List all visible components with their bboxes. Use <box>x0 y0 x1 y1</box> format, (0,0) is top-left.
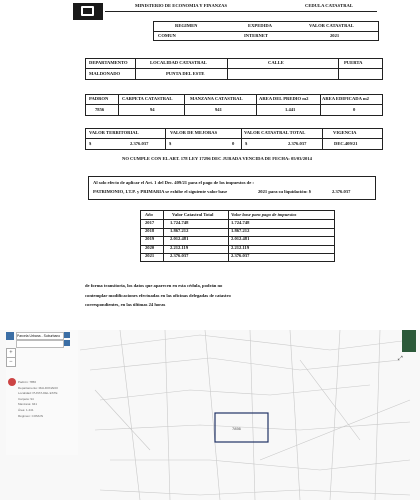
year-cell: 2018 <box>145 228 155 234</box>
ministry-logo <box>73 3 103 20</box>
valor-mejoras-value: 0 <box>232 141 235 146</box>
regimen-value: COMUN <box>158 33 176 38</box>
expedida-header: EXPEDIDA <box>248 23 272 28</box>
parcel-info-row: Régimen: COMUN <box>18 413 44 418</box>
manzana-value: 941 <box>215 107 222 112</box>
expedida-value: INTERNET <box>244 33 268 38</box>
valor-base-cell: 2.012.481 <box>231 236 250 242</box>
footer-note-line3: correspondientes, en las últimas 24 horas <box>85 302 166 307</box>
parcel-info-row: Carpeta: 94 <box>18 396 34 401</box>
vigencia-header: VIGENCIA <box>333 130 357 135</box>
valor-territorial-header: VALOR TERRITORIAL <box>89 130 139 135</box>
zoom-in-icon[interactable]: + <box>6 348 16 358</box>
declaration-notice: NO CUMPLE CON EL ART. 178 LEY 17296 DEC JURADA VENCIDA DE FECHA: 05/03/2014 <box>122 156 312 161</box>
year-cell: 2019 <box>145 236 155 242</box>
search-input[interactable] <box>16 340 64 348</box>
layer-select[interactable]: Parcela Urbana - Suburbano <box>16 332 64 340</box>
manzana-header: MANZANA CATASTRAL <box>190 96 243 101</box>
puerta-header: PUERTA <box>344 60 363 65</box>
valor-base-col-header: Valor base para pago de impuestos <box>231 212 297 217</box>
map-side-panel <box>6 330 78 455</box>
valor-total-cell: 2.012.481 <box>170 236 189 242</box>
footer-note-line1: de forma transitoria, los datos que aparecen en esta cédula, podrán no <box>85 283 223 288</box>
localidad-value: PUNTA DEL ESTE <box>166 71 205 76</box>
tax-base-line1: Al solo efecto de aplicar el Art. 1 del Dec. 409/21 para el pago de los impuestos de : <box>93 180 254 185</box>
valor-catastral-year: 2021 <box>330 33 340 38</box>
area-edificada-header: AREA EDIFICADA m2 <box>322 96 369 101</box>
fullscreen-icon[interactable]: ⤢ <box>398 355 403 362</box>
parcel-info-row: Localidad: PUNTA DEL ESTE <box>18 391 58 396</box>
parcel-info-row: Área: 1.441 <box>18 407 34 412</box>
selected-parcel-label: 7856 <box>232 426 241 431</box>
localidad-header: LOCALIDAD CATASTRAL <box>150 60 207 65</box>
year-cell: 2020 <box>145 244 155 250</box>
padron-value: 7856 <box>95 107 105 112</box>
valor-total-cell: 2.376.037 <box>170 252 189 258</box>
padron-header: PADRON <box>89 96 109 101</box>
valor-base-cell: 2.376.037 <box>231 252 250 258</box>
carpeta-value: 94 <box>150 107 155 112</box>
currency-symbol: $ <box>169 141 172 146</box>
valor-base-cell: 1.724.748 <box>231 220 250 225</box>
app-logo-icon <box>6 332 14 340</box>
valor-total-cell: 1.724.748 <box>170 220 189 225</box>
area-predio-value: 1.441 <box>285 107 296 112</box>
regimen-header: REGIMEN <box>175 23 198 28</box>
valor-catastral-header: VALOR CATASTRAL <box>309 23 354 28</box>
map-overview-thumbnail[interactable] <box>402 330 416 352</box>
currency-symbol: $ <box>245 141 248 146</box>
year-cell: 2017 <box>145 220 155 225</box>
year-col-header: Año <box>145 212 153 217</box>
tax-base-amount: 2.376.037 <box>332 189 351 194</box>
year-cell: 2021 <box>145 252 155 258</box>
search-icon[interactable] <box>64 340 70 346</box>
calle-header: CALLE <box>268 60 284 65</box>
departamento-value: MALDONADO <box>89 71 121 76</box>
vigencia-value: DEC.409/21 <box>334 141 358 146</box>
layer-dropdown-icon[interactable] <box>64 332 70 338</box>
valor-total-cell: 2.212.119 <box>170 244 189 250</box>
valor-base-cell: 2.212.119 <box>231 244 250 250</box>
valor-total-col-header: Valor Catastral Total <box>172 212 214 217</box>
valor-territorial-value: 2.376.037 <box>130 141 149 146</box>
parcel-info-list <box>18 380 76 419</box>
parcel-info-row: Padrón: 7856 <box>18 380 37 384</box>
area-edificada-value: 0 <box>353 107 356 112</box>
area-predio-header: AREA DEL PREDIO m2 <box>259 96 309 101</box>
tax-base-line2: PATRIMONIO, I.T.P. y PRIMARIA se exhibe el siguiente valor base <box>93 189 228 194</box>
zoom-out-icon[interactable]: − <box>6 357 16 367</box>
parcel-info-row: Manzana: 941 <box>18 402 38 407</box>
carpeta-header: CARPETA CATASTRAL <box>122 96 173 101</box>
document-title: CEDULA CATASTRAL <box>305 3 353 8</box>
departamento-header: DEPARTAMENTO <box>89 60 128 65</box>
valor-base-cell: 1.867.212 <box>231 228 250 234</box>
valor-total-value: 2.376.037 <box>288 141 307 146</box>
tax-base-line2b: 2021 para su liquidación: $ <box>258 189 312 194</box>
valor-total-header: VALOR CATASTRAL TOTAL <box>244 130 306 135</box>
valor-total-cell: 1.867.212 <box>170 228 189 234</box>
location-pin-icon <box>8 378 16 386</box>
ministry-name: MINISTERIO DE ECONOMIA Y FINANZAS <box>135 3 228 8</box>
footer-note-line2: contemplar modificaciones efectuadas en las oficinas delegadas de catastro <box>85 293 231 298</box>
currency-symbol: $ <box>89 141 92 146</box>
valor-mejoras-header: VALOR DE MEJORAS <box>170 130 218 135</box>
parcel-info-row: Departamento: MALDONADO <box>18 385 59 390</box>
